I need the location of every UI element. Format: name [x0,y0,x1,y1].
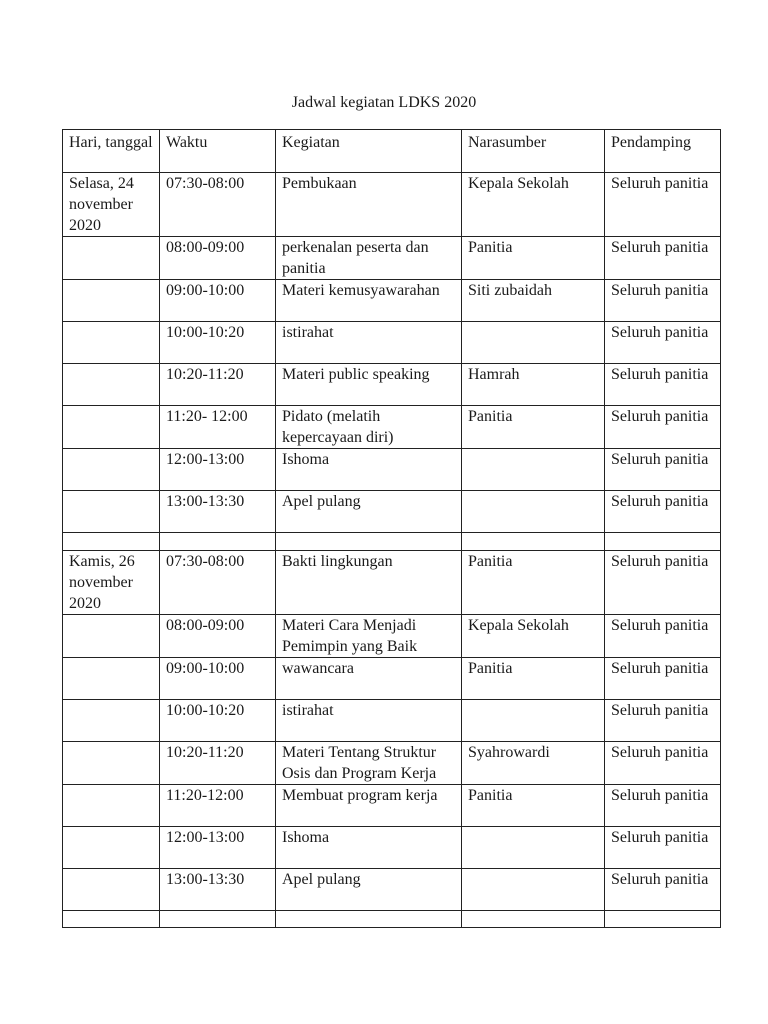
companion-cell: Seluruh panitia [605,406,721,449]
speaker-cell: Panitia [462,551,605,615]
empty-cell [605,533,721,551]
speaker-cell: Hamrah [462,364,605,406]
empty-cell [160,911,276,928]
activity-cell: Ishoma [276,449,462,491]
time-cell: 10:20-11:20 [160,364,276,406]
day-cell [63,615,160,658]
companion-cell: Seluruh panitia [605,658,721,700]
table-row [63,551,721,615]
day-cell: Selasa, 24 november 2020 [63,173,160,237]
speaker-cell [462,869,605,911]
day-cell [63,700,160,742]
day-cell [63,280,160,322]
activity-cell: istirahat [276,700,462,742]
empty-cell [63,911,160,928]
speaker-cell: Panitia [462,658,605,700]
companion-cell: Seluruh panitia [605,280,721,322]
activity-cell: Materi public speaking [276,364,462,406]
time-cell: 10:00-10:20 [160,700,276,742]
empty-cell [276,533,462,551]
day-cell [63,827,160,869]
empty-cell [160,533,276,551]
time-cell: 10:00-10:20 [160,322,276,364]
activity-cell: Apel pulang [276,869,462,911]
time-cell: 07:30-08:00 [160,173,276,237]
activity-cell: Membuat program kerja [276,785,462,827]
companion-cell: Seluruh panitia [605,551,721,615]
empty-cell [462,911,605,928]
activity-cell: wawancara [276,658,462,700]
time-cell: 10:20-11:20 [160,742,276,785]
activity-cell: Materi kemusyawarahan [276,280,462,322]
companion-cell: Seluruh panitia [605,364,721,406]
empty-cell [462,533,605,551]
time-cell: 11:20- 12:00 [160,406,276,449]
table-row [63,280,721,322]
schedule-table [62,129,721,928]
header-row [63,130,721,173]
document-title: Jadwal kegiatan LDKS 2020 [291,94,477,111]
time-cell: 13:00-13:30 [160,491,276,533]
time-cell: 08:00-09:00 [160,237,276,280]
activity-cell: Bakti lingkungan [276,551,462,615]
empty-cell [63,533,160,551]
activity-cell: Materi Tentang Struktur Osis dan Program Kerja [276,742,462,785]
companion-cell: Seluruh panitia [605,237,721,280]
speaker-cell: Kepala Sekolah [462,173,605,237]
activity-cell: Pidato (melatih kepercayaan diri) [276,406,462,449]
time-cell: 11:20-12:00 [160,785,276,827]
speaker-cell: Syahrowardi [462,742,605,785]
companion-cell: Seluruh panitia [605,449,721,491]
table-row [63,869,721,911]
speaker-cell: Panitia [462,237,605,280]
speaker-cell [462,491,605,533]
speaker-cell [462,322,605,364]
header-activity: Kegiatan [276,130,462,173]
day-cell [63,658,160,700]
table-row [63,449,721,491]
table-row [63,406,721,449]
companion-cell: Seluruh panitia [605,491,721,533]
table-row [63,237,721,280]
companion-cell: Seluruh panitia [605,700,721,742]
header-day: Hari, tanggal [63,130,160,173]
time-cell: 13:00-13:30 [160,869,276,911]
activity-cell: Materi Cara Menjadi Pemimpin yang Baik [276,615,462,658]
activity-cell: Pembukaan [276,173,462,237]
time-cell: 08:00-09:00 [160,615,276,658]
companion-cell: Seluruh panitia [605,615,721,658]
speaker-cell: Panitia [462,785,605,827]
spacer-row [63,911,721,928]
table-row [63,322,721,364]
spacer-row [63,533,721,551]
day-cell [63,364,160,406]
companion-cell: Seluruh panitia [605,827,721,869]
day-cell [63,869,160,911]
activity-cell: istirahat [276,322,462,364]
schedule-body [63,173,721,928]
companion-cell: Seluruh panitia [605,173,721,237]
speaker-cell: Kepala Sekolah [462,615,605,658]
table-row [63,615,721,658]
time-cell: 12:00-13:00 [160,827,276,869]
companion-cell: Seluruh panitia [605,785,721,827]
day-cell [63,491,160,533]
day-cell [63,742,160,785]
time-cell: 09:00-10:00 [160,658,276,700]
day-cell [63,785,160,827]
speaker-cell: Siti zubaidah [462,280,605,322]
table-row [63,785,721,827]
time-cell: 07:30-08:00 [160,551,276,615]
table-row [63,364,721,406]
day-cell: Kamis, 26 november 2020 [63,551,160,615]
speaker-cell [462,827,605,869]
speaker-cell [462,700,605,742]
activity-cell: perkenalan peserta dan panitia [276,237,462,280]
table-row [63,827,721,869]
speaker-cell [462,449,605,491]
day-cell [63,322,160,364]
day-cell [63,449,160,491]
speaker-cell: Panitia [462,406,605,449]
header-companion: Pendamping [605,130,721,173]
activity-cell: Ishoma [276,827,462,869]
activity-cell: Apel pulang [276,491,462,533]
companion-cell: Seluruh panitia [605,742,721,785]
table-row [63,742,721,785]
companion-cell: Seluruh panitia [605,869,721,911]
header-time: Waktu [160,130,276,173]
table-row [63,173,721,237]
table-row [63,658,721,700]
header-speaker: Narasumber [462,130,605,173]
table-row [63,700,721,742]
table-row [63,491,721,533]
empty-cell [276,911,462,928]
empty-cell [605,911,721,928]
day-cell [63,237,160,280]
time-cell: 09:00-10:00 [160,280,276,322]
time-cell: 12:00-13:00 [160,449,276,491]
companion-cell: Seluruh panitia [605,322,721,364]
day-cell [63,406,160,449]
